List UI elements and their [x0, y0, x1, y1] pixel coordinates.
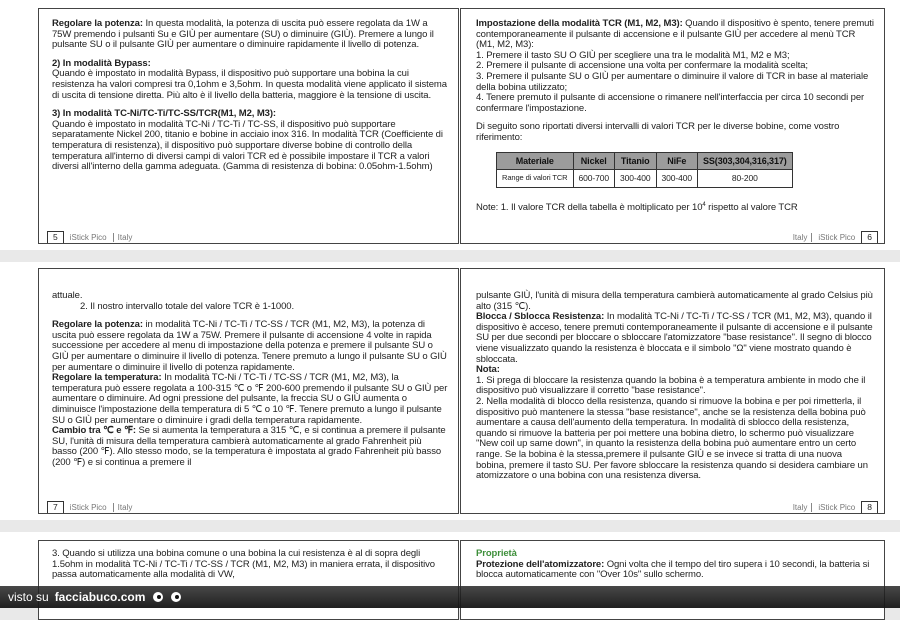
page-content — [476, 291, 874, 482]
page-content — [52, 19, 448, 181]
page-number: 7 — [47, 501, 64, 514]
watermark-site: facciabuco.com — [54, 590, 146, 604]
page-number: 6 — [861, 231, 878, 244]
page-content — [52, 291, 448, 477]
body-text: Ogni volta che il tempo del tiro supera i 10 secondi, la batteria si blocca automaticamente con "Over 10s" sullo schermo. — [476, 558, 870, 581]
paragraph-power — [52, 320, 448, 373]
manual-page-7 — [38, 268, 459, 514]
note-text: Il valore TCR della tabella è moltiplicato per 10 — [511, 201, 703, 213]
watermark-prefix: visto su — [8, 590, 49, 604]
paragraph-protection — [476, 560, 874, 581]
heading: Blocca / Sblocca Resistenza: — [476, 311, 605, 323]
paragraph-lock — [476, 312, 874, 365]
continued-text: pulsante GIÙ, l'unità di misura della temperatura cambierà automaticamente al grado Celsius più alto (315 ℃). — [476, 290, 873, 312]
manual-page-9 — [38, 540, 459, 620]
heading: 3) In modalità TC-Ni/TC-Ti/TC-SS/TCR(M1, M2, M3): — [52, 108, 276, 120]
section-heading: Proprietà — [476, 548, 517, 559]
heading: Regolare la temperatura: — [52, 372, 162, 384]
note-suffix: rispetto al valore TCR — [705, 201, 798, 213]
table-cell: 300-400 — [615, 170, 657, 188]
footer-brand: iStick Pico — [69, 502, 107, 512]
table-header-row — [497, 152, 793, 170]
body-text: Quando è impostato in modalità TC-Ni / TC-Ti / TC-SS, il dispositivo può supportare separatamente Nickel 200, titanio e bobine in acciaio inox 316. In modalità TCR (Coefficiente di temperatura di resistenza), il dispositivo può supportare diverse bobine di controllo della temperatura all'interno di diversi campi di valori TCR ed è possibile impostare il TCR a valori diversi all'interno della gamma adeguata. (Gamma di resistenza di bobina: 0.05ohm-1.5ohm) — [52, 118, 443, 173]
heading: Regolare la potenza: — [52, 319, 143, 331]
note-heading: Nota: — [476, 364, 500, 376]
manual-page-8 — [460, 268, 885, 514]
heading: Cambio tra ℃ e ℉: — [52, 425, 136, 437]
footer-lang: Italy — [113, 503, 133, 512]
body-text: Se si aumenta la temperatura a 315 ℃, e si continua a premere il pulsante SU, l'unità di misura della temperatura cambierà automaticamente al grado Fahrenheit più basso (200 ℉). Allo stesso modo, se la temperatura è impostata al grado Fahrenheit più basso (200 ℉) e si continua a premere il — [52, 425, 446, 468]
step-4: 4. Tenere premuto il pulsante di accensione o rimanere nell'interfaccia per circa 10 secondi per confermare l'impostazione. — [476, 92, 865, 114]
page-number: 8 — [861, 501, 878, 514]
page-footer — [793, 231, 878, 243]
body-text: 3. Quando si utilizza una bobina comune o una bobina la cui resistenza è al di sopra degli 1.5ohm in modalità TC-Ni / TC-Ti / TC-SS / TCR (M1, M2, M3) in maniera errata, il dispositivo passa automaticamente alla modalità di VW, — [52, 548, 435, 581]
footer-lang: Italy — [793, 233, 813, 242]
paragraph-tc-mode — [52, 109, 448, 173]
paragraph-power — [52, 19, 448, 51]
body-text: Quando il dispositivo è spento, tenere premuti contemporaneamente il pulsante di accensione e il pulsante GIÙ per accedere al menù TCR (M1, M2, M3): — [476, 18, 874, 51]
footer-brand: iStick Pico — [818, 232, 856, 242]
footer-lang: Italy — [113, 233, 133, 242]
table-header: Nickel — [573, 152, 615, 170]
table-header: NiFe — [656, 152, 698, 170]
eye-icon — [153, 592, 163, 602]
table-cell: 600-700 — [573, 170, 615, 188]
page-content — [52, 549, 448, 581]
page-footer — [793, 501, 878, 513]
table-row-label: Range di valori TCR — [497, 170, 574, 188]
footer-brand: iStick Pico — [818, 502, 856, 512]
table-header: SS(303,304,316,317) — [698, 152, 793, 170]
page-content — [476, 549, 874, 581]
body-text: in modalità TC-Ni / TC-Ti / TC-SS / TCR (M1, M2, M3), la potenza di uscita può essere regolata da 1W a 75W. Premere il pulsante di accensione 4 volte in rapida successione per accedere al menu di impostazione della potenza e premere il pulsante SU o GIÙ per aumentare o diminuire il livello di potenza. Tenere premuto a lungo il pulsante SU o GIÙ per aumentare o diminuire il livello di potenza rapidamente. — [52, 319, 447, 373]
footer-brand: iStick Pico — [69, 232, 107, 242]
continued-text: attuale. — [52, 290, 83, 301]
page-footer — [47, 231, 132, 243]
table-row — [497, 170, 793, 188]
note-2: 2. Nella modalità di blocco della resistenza, quando si rimuove la bobina e per poi rimetterla, il dispositivo può mantenere la stessa "base resistance", anche se la resistenza della bobina può aumentare a causa dell'aumento della temperatura. In modalità di sblocco della resistenza, quando si rimuove la batteria per poi mettere una bobina dietro, lo schermo può visualizzare "New coil up same down", in quanto la resistenza della bobina può aumentare entro un certo range. Se la bobina è la stessa,premere il pulsante GIÙ e se invece si tratta di una nuova bobina, premere il tasto SU. Per favore sbloccare la resistenza quando si desidera cambiare un atomizzatore o una bobina con una resistenza diversa. — [476, 395, 868, 482]
sheet-middle — [0, 262, 900, 520]
eye-icon — [171, 592, 181, 602]
manual-page-10 — [460, 540, 885, 620]
note-1: 1. Si prega di bloccare la resistenza quando la bobina è a temperatura ambiente in modo che il dispositivo può visualizzare il corretto "base resistance". — [476, 374, 866, 397]
body-text: In modalità TC-Ni / TC-Ti / TC-SS / TCR (M1, M2, M3), quando il dispositivo è acceso, tenere premuti contemporaneamente il pulsante di accensione e il pulsante SU per due secondi per bloccare o sbloccare l'atomizzatore "base resistance". Il segno di blocco viene visualizzato quando la resistenza è bloccata e il simbolo "Ω" viene mostrato quando è sbloccata. — [476, 311, 873, 365]
step-1: 1. Premere il tasto SU O GIÙ per scegliere una tra le modalità M1, M2 e M3; — [476, 49, 790, 61]
page-content — [476, 19, 874, 213]
footer-lang: Italy — [793, 503, 813, 512]
table-note — [476, 200, 874, 214]
manual-page-6 — [460, 8, 885, 244]
manual-page-5 — [38, 8, 459, 244]
table-header: Titanio — [615, 152, 657, 170]
heading: Impostazione della modalità TCR (M1, M2, M3): — [476, 18, 683, 29]
heading: Regolare la potenza: — [52, 18, 143, 29]
paragraph-unit-switch — [52, 426, 448, 468]
page-footer — [47, 501, 132, 513]
note-prefix: Note: 1. — [476, 201, 512, 213]
table-cell: 300-400 — [656, 170, 698, 188]
body-text: Quando è impostato in modalità Bypass, il dispositivo può supportare una bobina la cui resistenza ha valori compresi tra 0,1ohm e 3,5ohm. In questa modalità viene applicato il sistema di uscita di tensione diretta. Più alto è il livello della batteria, maggiore è la tensione di uscita. — [52, 68, 447, 101]
step-3: 3. Premere il pulsante SU o GIÙ per aumentare o diminuire il valore di TCR in base al materiale della bobina utilizzato; — [476, 70, 869, 93]
tcr-table — [496, 152, 793, 188]
table-header: Materiale — [497, 152, 574, 170]
paragraph-temperature — [52, 373, 448, 426]
body-text: In questa modalità, la potenza di uscita può essere regolata da 1W a 75W premendo i pulsanti Su e GIÙ per aumentare (SU) o diminuire (GIÙ). Premere a lungo il pulsante SU o il pulsante GIÙ per aumentare o diminuire rapidamente il livello di potenza. — [52, 18, 434, 51]
watermark-bar — [0, 586, 900, 608]
paragraph-reference: Di seguito sono riportati diversi intervalli di valori TCR per le diverse bobine, come vostro riferimento: — [476, 121, 840, 143]
step-2: 2. Premere il pulsante di accensione una volta per confermare la modalità scelta; — [476, 60, 808, 72]
paragraph-tcr-setting — [476, 19, 874, 51]
page-number: 5 — [47, 231, 64, 244]
sheet-top — [0, 0, 900, 250]
body-text: In modalità TC-Ni / TC-Ti / TC-SS / TCR (M1, M2, M3), la temperatura può essere regolata a 100-315 ℃ o ℉ 200-600 premendo il pulsante SU o GIÙ per aumentare o diminuire. Ad ogni pressione del pulsante, la freccia SU o GIÙ aumenta o diminuisce l'impostazione della temperatura di 5 ℃ o 10 ℉. Tenere premuto a lungo il pulsante SU o GIÙ per aumentare o diminuire i gradi della temperatura rapidamente. — [52, 372, 448, 426]
table-cell: 80-200 — [698, 170, 793, 188]
heading: 2) In modalità Bypass: — [52, 57, 151, 69]
heading: Protezione dell'atomizzatore: — [476, 558, 605, 570]
note-exponent: 4 — [702, 201, 706, 208]
list-item: 2. Il nostro intervallo totale del valore TCR è 1-1000. — [80, 300, 294, 312]
paragraph-bypass — [52, 59, 448, 101]
